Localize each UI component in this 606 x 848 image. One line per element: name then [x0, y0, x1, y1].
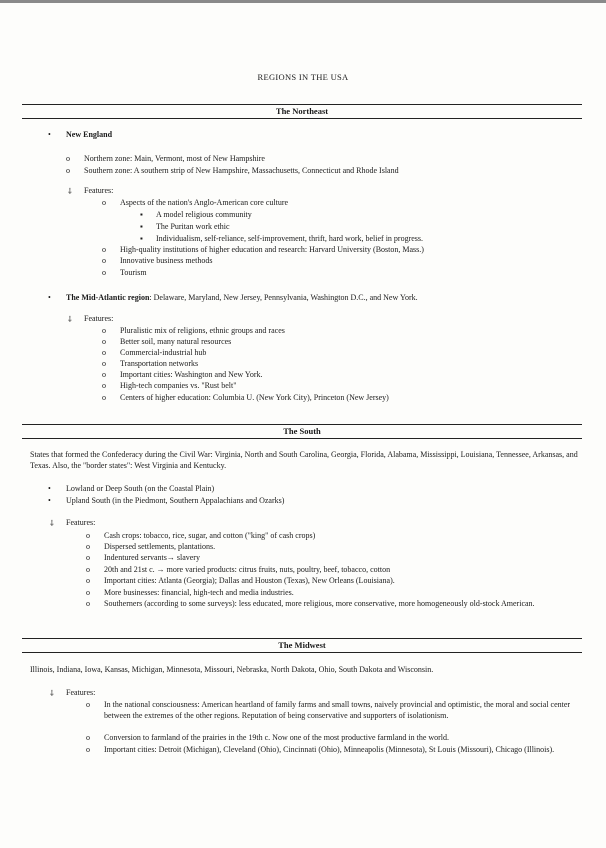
scan-top-edge	[0, 0, 606, 3]
culture-marker: o	[102, 198, 106, 207]
south-feature-6: More businesses: financial, high-tech and media industries.	[104, 588, 294, 597]
ma-feature-3: Commercial-industrial hub	[120, 348, 207, 357]
ma-marker-4: o	[102, 359, 106, 368]
square-marker-2: ▪	[140, 222, 143, 231]
mid-atlantic-states: : Delaware, Maryland, New Jersey, Pennsylvania, Washington D.C., and New York.	[149, 293, 418, 302]
midwest-banner	[22, 638, 582, 653]
ma-marker-7: o	[102, 393, 106, 402]
south-feature-2: Dispersed settlements, plantations.	[104, 542, 216, 551]
zone-marker-2: o	[66, 166, 70, 175]
ne-other-marker-1: o	[102, 245, 106, 254]
features-marker-ma: ⸸	[68, 315, 72, 324]
features-marker-mw: ⸸	[50, 689, 54, 698]
ma-feature-4: Transportation networks	[120, 359, 199, 368]
mid-atlantic-bullet: •	[48, 293, 51, 302]
south-feature-7: Southerners (according to some surveys): less educated, more religious, more conservative, more homogeneously old-stock American.	[104, 599, 535, 608]
ne-other-3: Tourism	[120, 268, 147, 277]
mw-marker-2: o	[86, 733, 90, 742]
south-heading: The South	[283, 426, 321, 436]
ma-marker-5: o	[102, 370, 106, 379]
page-title: REGIONS IN THE USA	[257, 72, 349, 82]
mw-marker-1: o	[86, 700, 90, 709]
features-marker-south: ⸸	[50, 519, 54, 528]
south-feature-3: Indentured servants→ slavery	[104, 553, 200, 562]
ma-marker-2: o	[102, 337, 106, 346]
ma-marker-6: o	[102, 381, 106, 390]
square-marker-1: ▪	[140, 210, 143, 219]
northeast-banner	[22, 104, 582, 119]
south-subregion-2: Upland South (in the Piedmont, Southern Appalachians and Ozarks)	[66, 496, 285, 505]
culture-sub-1: A model religious community	[156, 210, 252, 219]
northern-zone: Northern zone: Main, Vermont, most of New Hampshire	[84, 154, 265, 163]
south-intro: States that formed the Confederacy during the Civil War: Virginia, North and South Carolina, Georgia, Florida, Alabama, Mississippi, Louisiana, Tennessee, Arkansas, and Texas. Also, the "border states": West Virginia and Kentucky.	[30, 450, 578, 470]
south-marker-7: o	[86, 599, 90, 608]
south-marker-2: o	[86, 542, 90, 551]
ma-feature-2: Better soil, many natural resources	[120, 337, 232, 346]
ne-other-marker-2: o	[102, 256, 106, 265]
ma-feature-7: Centers of higher education: Columbia U. (New York City), Princeton (New Jersey)	[120, 393, 389, 402]
ma-features-label: Features:	[84, 314, 114, 323]
south-feature-4: 20th and 21st c. → more varied products: citrus fruits, nuts, poultry, beef, tobacco, cotton	[104, 565, 391, 574]
mid-atlantic-label: The Mid-Atlantic region	[66, 293, 150, 302]
square-marker-3: ▪	[140, 234, 143, 243]
ne-other-2: Innovative business methods	[120, 256, 213, 265]
ma-marker-1: o	[102, 326, 106, 335]
south-marker-4: o	[86, 565, 90, 574]
culture-sub-2: The Puritan work ethic	[156, 222, 230, 231]
ne-features-label: Features:	[84, 186, 114, 195]
south-features-label: Features:	[66, 518, 96, 527]
south-sub-bullet-1: •	[48, 484, 51, 493]
midwest-feature-2: Conversion to farmland of the prairies in the 19th c. Now one of the most productive farmland in the world.	[104, 733, 450, 742]
southern-zone: Southern zone: A southern strip of New Hampshire, Massachusetts, Connecticut and Rhode Island	[84, 166, 399, 175]
south-marker-6: o	[86, 588, 90, 597]
ne-other-marker-3: o	[102, 268, 106, 277]
new-england-bullet: •	[48, 130, 51, 139]
south-marker-1: o	[86, 531, 90, 540]
south-subregion-1: Lowland or Deep South (on the Coastal Plain)	[66, 484, 215, 493]
features-marker-ne: ⸸	[68, 187, 72, 196]
ma-feature-1: Pluralistic mix of religions, ethnic groups and races	[120, 326, 285, 335]
midwest-intro: Illinois, Indiana, Iowa, Kansas, Michigan, Minnesota, Missouri, Nebraska, North Dakota, Ohio, South Dakota and Wisconsin.	[30, 665, 434, 674]
mid-atlantic-line	[66, 293, 418, 304]
south-sub-bullet-2: •	[48, 496, 51, 505]
ne-other-1: High-quality institutions of higher education and research: Harvard University (Boston, Mass.)	[120, 245, 424, 254]
new-england-label: New England	[66, 130, 113, 139]
ma-feature-6: High-tech companies vs. "Rust belt"	[120, 381, 237, 390]
ma-feature-5: Important cities: Washington and New York.	[120, 370, 263, 379]
midwest-feature-1: In the national consciousness: American heartland of family farms and small towns, naively provincial and optimistic, the moral and social center between the extremes of the other regions. Reputation of being conservative and supporters of isolationism.	[104, 700, 571, 720]
midwest-feature-3: Important cities: Detroit (Michigan), Cleveland (Ohio), Cincinnati (Ohio), Minneapolis (Minnesota), St Louis (Missouri), Chicago (Illinois).	[104, 745, 555, 754]
northeast-heading: The Northeast	[275, 106, 329, 116]
midwest-heading: The Midwest	[278, 640, 326, 650]
ma-marker-3: o	[102, 348, 106, 357]
south-marker-3: o	[86, 553, 90, 562]
midwest-features-label: Features:	[66, 688, 96, 697]
south-feature-5: Important cities: Atlanta (Georgia); Dallas and Houston (Texas), New Orleans (Louisiana).	[104, 576, 395, 585]
culture-item: Aspects of the nation's Anglo-American core culture	[120, 198, 289, 207]
mw-marker-3: o	[86, 745, 90, 754]
south-marker-5: o	[86, 576, 90, 585]
zone-marker-1: o	[66, 154, 70, 163]
culture-sub-3: Individualism, self-reliance, self-improvement, thrift, hard work, belief in progress.	[156, 234, 424, 243]
south-banner	[22, 424, 582, 439]
south-feature-1: Cash crops: tobacco, rice, sugar, and cotton ("king" of cash crops)	[104, 531, 316, 540]
